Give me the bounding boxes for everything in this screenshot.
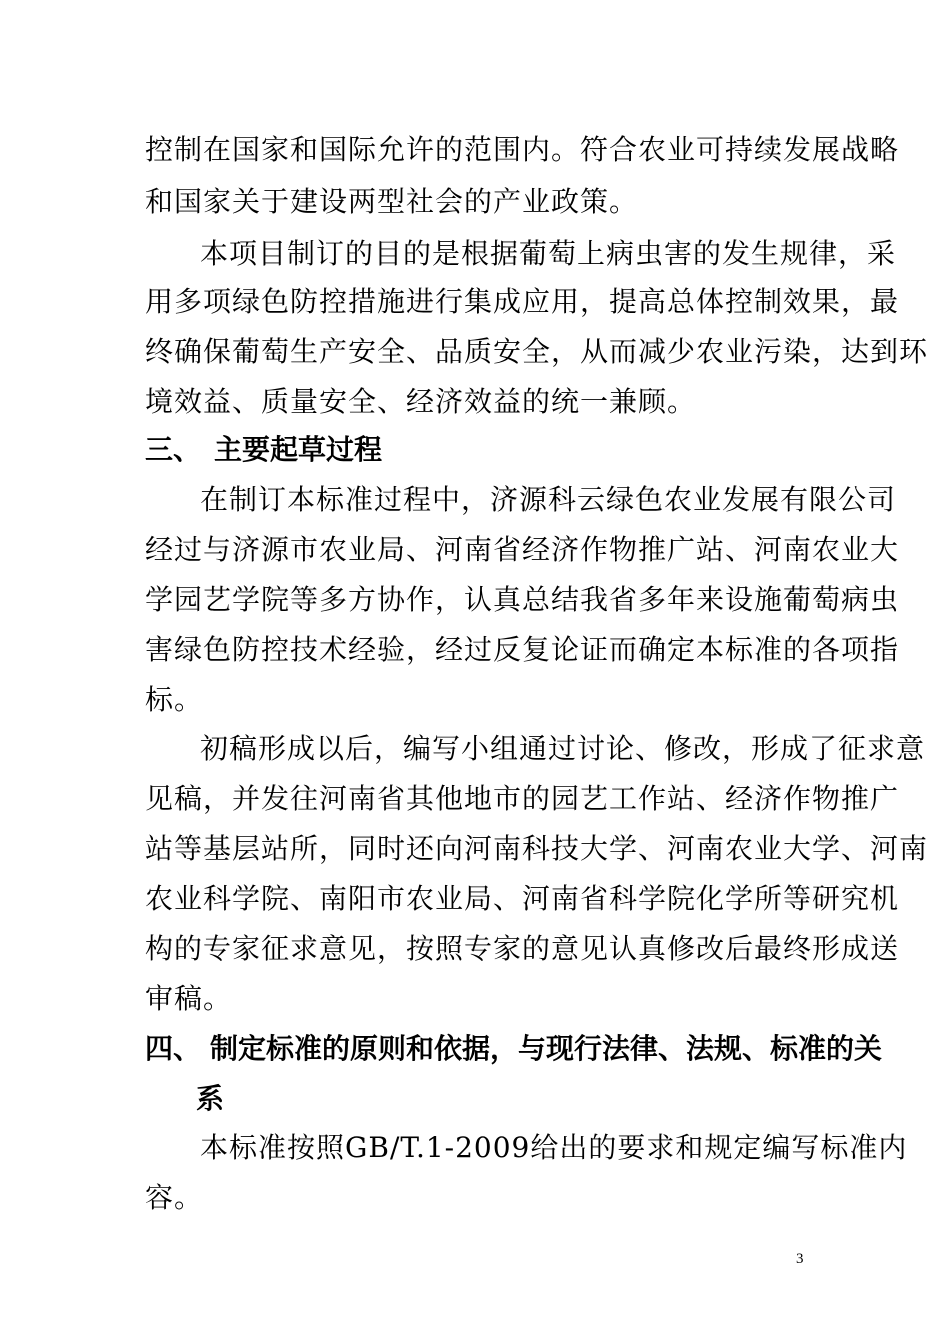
paragraph-4-line-6: 审稿。 [145,982,233,1015]
paragraph-3-line-2: 经过与济源市农业局、河南省经济作物推广站、河南农业大 [145,533,900,566]
section-3-number: 三、 [145,433,202,466]
paragraph-3-line-5: 标。 [145,683,204,716]
paragraph-1-line-1: 控制在国家和国际允许的范围内。符合农业可持续发展战略 [145,133,900,166]
section-4-title-line-2: 系 [196,1082,225,1115]
paragraph-4-line-2: 见稿，并发往河南省其他地市的园艺工作站、经济作物推广 [145,782,900,815]
paragraph-2-line-2: 用多项绿色防控措施进行集成应用，提高总体控制效果，最 [145,285,900,318]
section-4-title-line-1: 制定标准的原则和依据，与现行法律、法规、标准的关 [210,1032,883,1065]
paragraph-3-line-4: 害绿色防控技术经验，经过反复论证而确定本标准的各项指 [145,633,900,666]
paragraph-3-line-1: 在制订本标准过程中，济源科云绿色农业发展有限公司 [200,483,897,516]
section-4-number: 四、 [145,1032,202,1065]
paragraph-2-line-4: 境效益、质量安全、经济效益的统一兼顾。 [145,385,697,418]
paragraph-4-line-3: 站等基层站所，同时还向河南科技大学、河南农业大学、河南 [145,832,929,865]
paragraph-5-line-1: 本标准按照GB/T.1-2009给出的要求和规定编写标准内 [200,1131,908,1164]
paragraph-3-line-3: 学园艺学院等多方协作，认真总结我省多年来设施葡萄病虫 [145,583,900,616]
paragraph-2-line-3: 终确保葡萄生产安全、品质安全，从而减少农业污染，达到环 [145,335,929,368]
paragraph-5-line-2: 容。 [145,1181,204,1214]
paragraph-4-line-4: 农业科学院、南阳市农业局、河南省科学院化学所等研究机 [145,882,900,915]
paragraph-2-line-1: 本项目制订的目的是根据葡萄上病虫害的发生规律，采 [200,237,897,270]
section-3-title: 主要起草过程 [214,433,383,466]
paragraph-4-line-5: 构的专家征求意见，按照专家的意见认真修改后最终形成送 [145,932,900,965]
page-number: 3 [796,1251,804,1267]
paragraph-4-line-1: 初稿形成以后，编写小组通过讨论、修改，形成了征求意 [200,732,926,765]
paragraph-1-line-2: 和国家关于建设两型社会的产业政策。 [145,185,639,218]
